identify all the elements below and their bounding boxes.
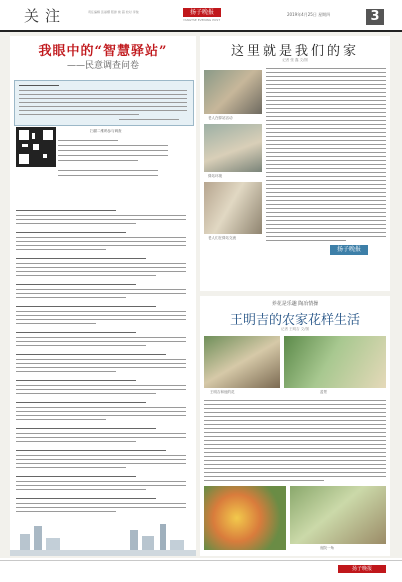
article-bottom-title: 王明吉的农家花样生活 [229,313,360,328]
poll-title: 我眼中的“智慧驿站” [38,44,168,59]
caption-3: 老人们在驿站交流 [208,236,236,240]
poll-subtitle: ——民意调查问卷 [66,61,139,71]
skyline-illustration [10,520,196,556]
photo-yard [290,486,386,544]
photo-elderly [204,70,262,114]
caption-b2: 盆景 [320,390,327,394]
qr-code-icon[interactable] [16,127,56,167]
caption-b1: 王明吉和他的花 [210,390,235,394]
article-top-byline: 记者 张 鑫 文/图 [282,58,308,62]
editor-info: 责任编辑 张丽娜 照排 姚 超 校对 李俊 [88,10,139,14]
caption-2: 驿站环境 [208,174,222,178]
poll-intro-box [14,80,194,126]
article-top-title: 这里就是我们的家 [230,44,359,59]
photo-station [204,124,262,172]
caption-1: 老人在驿站活动 [208,116,233,120]
issue-date: 2019年4月25日 星期四 [287,12,331,17]
section-title: 关注 [24,7,67,25]
article-bottom-byline: 记者 王明吉 文/图 [281,327,309,331]
photo-bonsai [284,336,386,388]
caption-b3: 庭院一角 [320,546,334,550]
article-badge: 扬子晚报 [330,245,368,255]
newspaper-logo: 扬子晚报 [183,8,221,17]
newspaper-logo-sub: YANGTSE EVENING POST [183,18,221,22]
page-number: 3 [366,9,384,25]
photo-flowers [204,486,286,550]
header-rule [0,30,402,32]
footer-rule [0,560,402,561]
article-bottom-kicker: 养花是乐趣 陶冶情操 [271,301,319,307]
qr-caption: 扫描二维码参与调查 [90,129,122,133]
photo-farmer [204,336,280,388]
photo-group [204,182,262,234]
footer-logo: 扬子晚报 [338,565,386,573]
